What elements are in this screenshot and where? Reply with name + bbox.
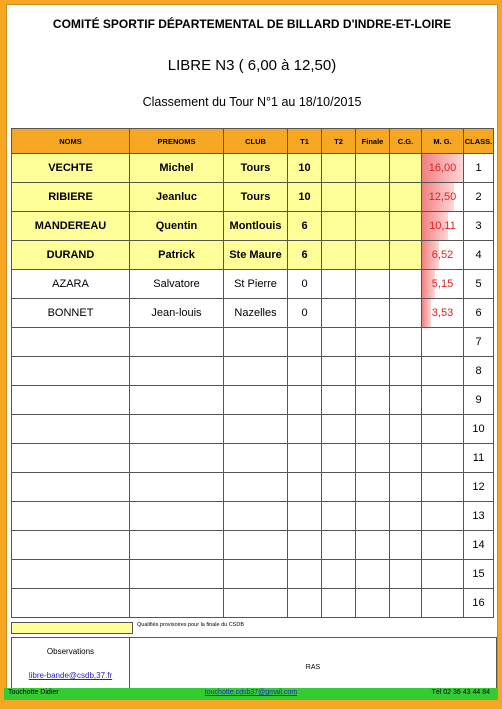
cell-cg [390,328,422,357]
footer-email-link[interactable]: touchotte.cdsb37@gmail.com [204,689,298,696]
cell-classement: 5 [464,270,494,299]
table-row [12,502,494,531]
cell-cg [390,270,422,299]
table-row [12,415,494,444]
cell-prenom [130,560,224,589]
cell-mg [422,270,464,299]
cell-classement: 4 [464,241,494,270]
cell-classement: 3 [464,212,494,241]
cell-prenom [130,386,224,415]
cell-nom [12,415,130,444]
cell-cg [390,502,422,531]
cell-finale [356,328,390,357]
cell-prenom [130,444,224,473]
footer-phone: Tél 02 36 43 44 84 [431,689,490,696]
cell-finale [356,386,390,415]
cell-club [224,357,288,386]
mg-value: 12,50 [428,191,457,203]
cell-t1 [288,531,322,560]
cell-mg [422,328,464,357]
cell-mg [422,357,464,386]
cell-club [224,386,288,415]
cell-club: Tours [224,183,288,212]
cell-classement: 1 [464,154,494,183]
results-sheet [6,4,498,690]
table-row [12,589,494,618]
cell-cg [390,531,422,560]
cell-cg [390,473,422,502]
cell-finale [356,299,390,328]
cell-club [224,444,288,473]
cell-finale [356,241,390,270]
cell-prenom [130,502,224,531]
cell-nom [12,502,130,531]
cell-mg [422,444,464,473]
cell-finale [356,212,390,241]
cell-nom: DURAND [12,241,130,270]
cell-nom [12,560,130,589]
cell-club [224,473,288,502]
cell-t2 [322,357,356,386]
col-header-finale: Finale [356,129,390,154]
cell-prenom: Jeanluc [130,183,224,212]
cell-club: Ste Maure [224,241,288,270]
cell-t2 [322,328,356,357]
cell-t1 [288,386,322,415]
cell-prenom [130,357,224,386]
cell-nom: RIBIERE [12,183,130,212]
cell-prenom: Michel [130,154,224,183]
cell-finale [356,560,390,589]
table-row [12,299,494,328]
cell-cg [390,212,422,241]
cell-cg [390,299,422,328]
cell-nom: MANDEREAU [12,212,130,241]
cell-t2 [322,270,356,299]
cell-club: Nazelles [224,299,288,328]
table-row [12,328,494,357]
cell-mg [422,386,464,415]
cell-t2 [322,183,356,212]
col-header-mg: M. G. [422,129,464,154]
cell-club [224,502,288,531]
cell-classement: 12 [464,473,494,502]
cell-finale [356,502,390,531]
cell-t1: 10 [288,183,322,212]
mg-level-bar [422,299,431,327]
cell-classement: 16 [464,589,494,618]
cell-t2 [322,531,356,560]
cell-classement: 8 [464,357,494,386]
cell-prenom: Jean-louis [130,299,224,328]
table-row [12,183,494,212]
cell-mg [422,415,464,444]
cell-t1 [288,328,322,357]
cell-nom [12,328,130,357]
table-row [12,270,494,299]
cell-cg [390,183,422,212]
cell-club [224,328,288,357]
mg-value: 6,52 [431,249,454,261]
cell-mg [422,560,464,589]
table-row [12,444,494,473]
cell-t1: 10 [288,154,322,183]
ranking-table [11,128,494,618]
competition-title: LIBRE N3 ( 6,00 à 12,50) [167,57,337,74]
table-row [12,212,494,241]
cell-classement: 11 [464,444,494,473]
table-row [12,241,494,270]
table-row [12,473,494,502]
footer-bar [4,688,498,700]
observations-box [11,637,497,689]
cell-mg [422,589,464,618]
observations-email-link[interactable]: libre-bande@csdb,37.fr [28,671,113,680]
col-header-cg: C.G. [390,129,422,154]
ranking-title: Classement du Tour N°1 au 18/10/2015 [142,95,362,109]
cell-mg [422,531,464,560]
mg-value: 5,15 [431,278,454,290]
cell-finale [356,415,390,444]
cell-nom: VECHTE [12,154,130,183]
cell-t2 [322,386,356,415]
table-row [12,154,494,183]
table-header-row [12,129,494,154]
table-row [12,386,494,415]
cell-prenom [130,415,224,444]
col-header-club: CLUB [224,129,288,154]
cell-prenom [130,328,224,357]
cell-cg [390,386,422,415]
cell-t2 [322,502,356,531]
cell-mg [422,212,464,241]
cell-club: Tours [224,154,288,183]
cell-t2 [322,299,356,328]
cell-t2 [322,473,356,502]
cell-t1 [288,444,322,473]
cell-t2 [322,444,356,473]
col-header-prenoms: PRENOMS [130,129,224,154]
cell-cg [390,415,422,444]
cell-nom [12,444,130,473]
cell-t2 [322,560,356,589]
cell-t2 [322,212,356,241]
cell-cg [390,241,422,270]
cell-t2 [322,241,356,270]
cell-t1: 6 [288,241,322,270]
cell-mg [422,473,464,502]
cell-cg [390,154,422,183]
cell-classement: 2 [464,183,494,212]
cell-cg [390,444,422,473]
legend [11,622,501,636]
qualified-swatch [11,622,133,634]
cell-finale [356,589,390,618]
cell-prenom [130,589,224,618]
mg-value: 16,00 [428,162,457,174]
cell-t1 [288,415,322,444]
cell-prenom: Salvatore [130,270,224,299]
cell-club [224,415,288,444]
cell-prenom: Patrick [130,241,224,270]
cell-nom: BONNET [12,299,130,328]
cell-t1 [288,560,322,589]
cell-classement: 10 [464,415,494,444]
cell-classement: 7 [464,328,494,357]
cell-t1: 6 [288,212,322,241]
cell-mg [422,183,464,212]
table-row [12,357,494,386]
cell-t1 [288,473,322,502]
cell-club: St Pierre [224,270,288,299]
observations-text: RAS [305,664,321,671]
observations-label-cell [12,638,130,688]
cell-nom [12,473,130,502]
cell-club [224,589,288,618]
cell-classement: 15 [464,560,494,589]
cell-t1 [288,502,322,531]
cell-finale [356,270,390,299]
mg-value: 10,11 [429,220,456,232]
legend-text: Qualifiés provisoires pour la finale du CSDB [137,622,244,628]
cell-finale [356,531,390,560]
col-header-noms: NOMS [12,129,130,154]
cell-cg [390,589,422,618]
col-header-t2: T2 [322,129,356,154]
cell-classement: 13 [464,502,494,531]
col-header-class: CLASS. [464,129,494,154]
cell-nom [12,357,130,386]
cell-nom [12,589,130,618]
footer-name: Touchotte Didier [8,689,59,696]
table-row [12,531,494,560]
cell-mg [422,299,464,328]
cell-mg [422,241,464,270]
cell-prenom [130,531,224,560]
cell-finale [356,444,390,473]
organization-title: COMITÉ SPORTIF DÉPARTEMENTAL DE BILLARD D'INDRE-ET-LOIRE [52,17,452,31]
mg-value: 3,53 [431,307,454,319]
cell-nom [12,386,130,415]
cell-club: Montlouis [224,212,288,241]
cell-cg [390,357,422,386]
cell-club [224,531,288,560]
cell-prenom [130,473,224,502]
col-header-t1: T1 [288,129,322,154]
cell-classement: 14 [464,531,494,560]
cell-nom [12,531,130,560]
cell-t1: 0 [288,299,322,328]
cell-club [224,560,288,589]
cell-t1 [288,357,322,386]
cell-finale [356,183,390,212]
cell-finale [356,357,390,386]
table-row [12,560,494,589]
cell-t2 [322,589,356,618]
cell-prenom: Quentin [130,212,224,241]
cell-t1: 0 [288,270,322,299]
cell-t2 [322,415,356,444]
cell-mg [422,502,464,531]
cell-classement: 9 [464,386,494,415]
cell-finale [356,473,390,502]
cell-mg [422,154,464,183]
cell-nom: AZARA [12,270,130,299]
observations-label: Observations [46,647,95,656]
cell-finale [356,154,390,183]
cell-t2 [322,154,356,183]
cell-classement: 6 [464,299,494,328]
cell-t1 [288,589,322,618]
cell-cg [390,560,422,589]
